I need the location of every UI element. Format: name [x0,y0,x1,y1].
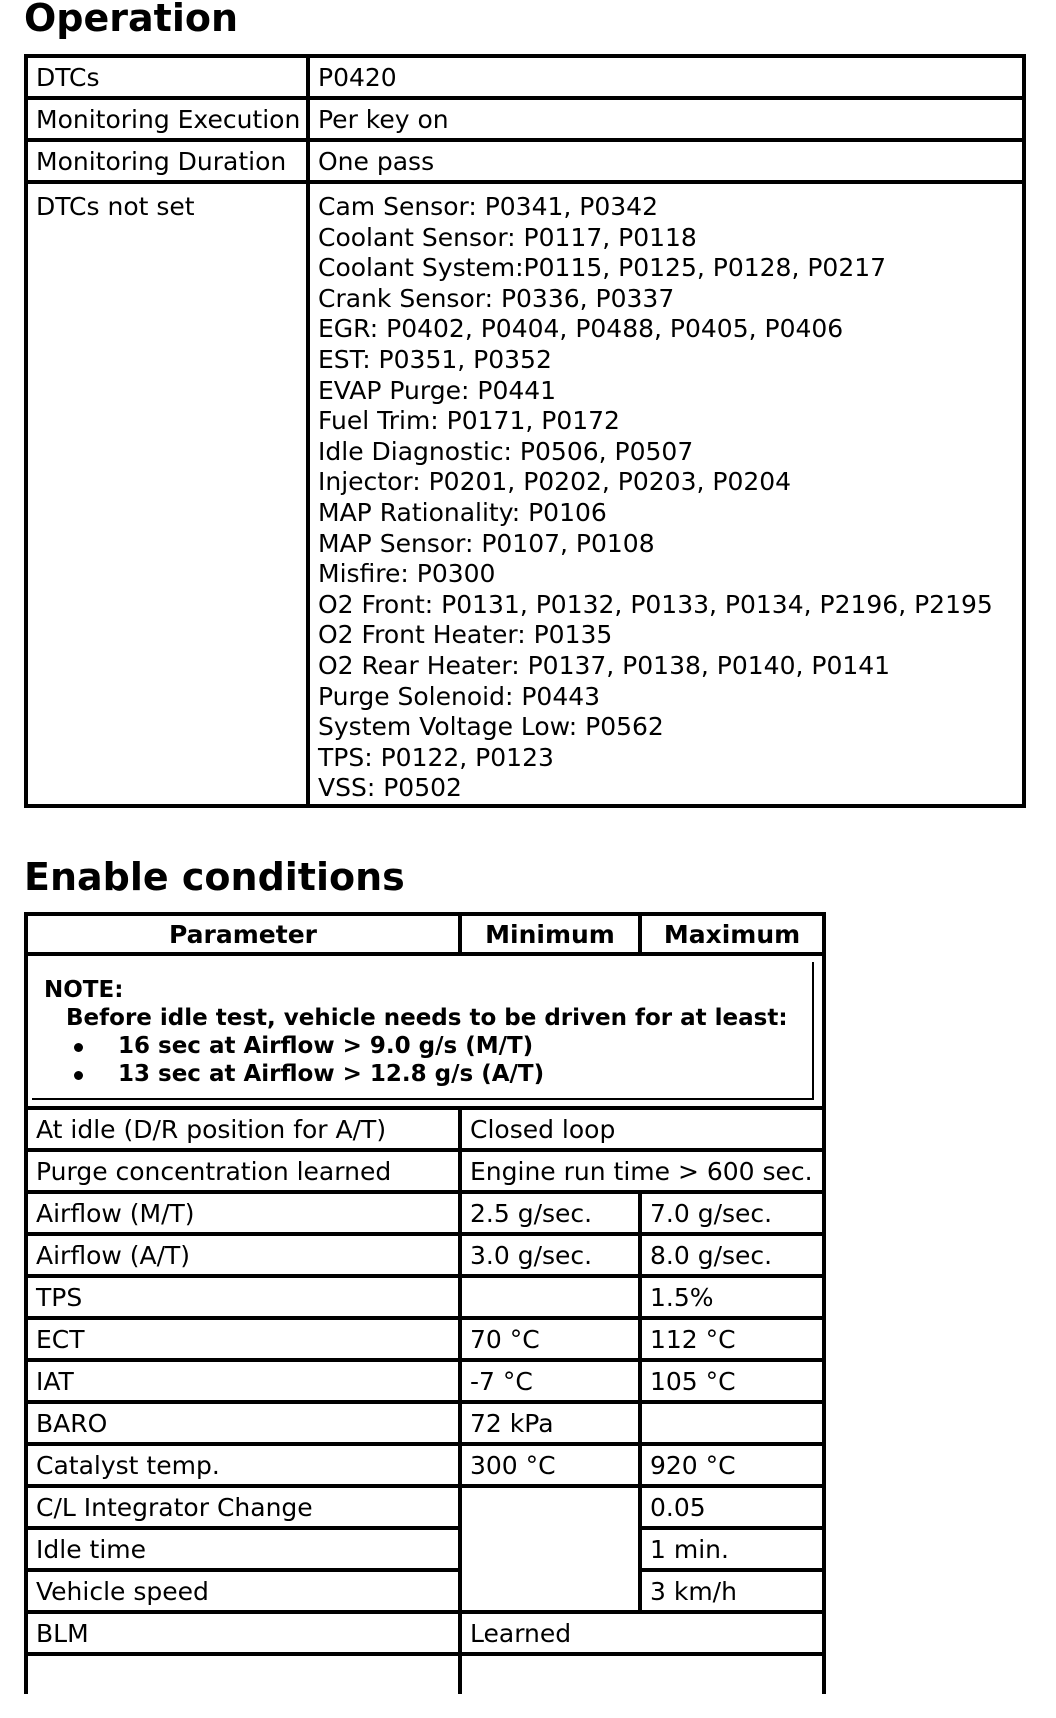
table-row [28,142,1022,184]
note-row [28,956,822,1110]
dtc-item: Purge Solenoid: P0443 [318,681,601,711]
bullet-icon [74,1071,83,1080]
operation-heading: Operation [24,0,239,40]
param-cell: IAT [28,1362,462,1404]
max-cell: 3 km/h [642,1572,822,1614]
table-row [28,100,1022,142]
dtcs-not-set-label: DTCs not set [28,184,310,804]
param-cell: At idle (D/R position for A/T) [28,1110,462,1152]
bullet-icon [74,1043,83,1052]
note-bullet-text: 13 sec at Airflow > 12.8 g/s (A/T) [118,1061,545,1087]
param-cell: Idle time [28,1530,462,1572]
table-row [28,184,1022,804]
max-cell: 0.05 [642,1488,822,1530]
monitoring-execution-label: Monitoring Execution [28,100,310,142]
enable-conditions-heading: Enable conditions [24,855,405,899]
min-cell: 70 °C [462,1320,642,1362]
min-cell: 72 kPa [462,1404,642,1446]
min-cell: 3.0 g/sec. [462,1236,642,1278]
max-cell: 920 °C [642,1446,822,1488]
dtc-item: MAP Rationality: P0106 [318,497,607,527]
note-intro: Before idle test, vehicle needs to be driven for at least: [66,1005,788,1031]
table-row [28,1530,822,1572]
parameter-header: Parameter [28,916,462,956]
note-bullet [44,1032,804,1060]
minimum-header: Minimum [462,916,642,956]
note-title: NOTE: [44,977,124,1003]
operation-table [24,54,1026,808]
dtc-item: O2 Front Heater: P0135 [318,620,613,650]
max-cell: 1.5% [642,1278,822,1320]
dtc-item: VSS: P0502 [318,773,462,803]
max-cell: 1 min. [642,1530,822,1572]
note-bullet-text: 16 sec at Airflow > 9.0 g/s (M/T) [118,1033,534,1059]
param-cell: C/L Integrator Change [28,1488,462,1530]
max-cell [642,1404,822,1446]
min-cell: 300 °C [462,1446,642,1488]
max-cell: 8.0 g/sec. [642,1236,822,1278]
table-row [28,1614,822,1656]
param-cell: Purge concentration learned [28,1152,462,1194]
value-cell: Learned [462,1614,822,1656]
dtc-item: Misfire: P0300 [318,559,496,589]
table-header-row [28,916,822,956]
dtc-item: Coolant Sensor: P0117, P0118 [318,222,697,252]
param-cell: ECT [28,1320,462,1362]
param-cell: Catalyst temp. [28,1446,462,1488]
dtc-item: EVAP Purge: P0441 [318,375,557,405]
dtcs-value: P0420 [310,58,1022,100]
param-cell [28,1656,462,1694]
table-row [28,1194,822,1236]
maximum-header: Maximum [642,916,822,956]
dtc-item: TPS: P0122, P0123 [318,742,554,772]
dtc-item: Idle Diagnostic: P0506, P0507 [318,436,694,466]
param-cell: Airflow (A/T) [28,1236,462,1278]
note-cell [28,956,822,1110]
dtc-item: Injector: P0201, P0202, P0203, P0204 [318,467,792,497]
monitoring-execution-value: Per key on [310,100,1022,142]
dtc-item: O2 Rear Heater: P0137, P0138, P0140, P0141 [318,650,891,680]
param-cell: TPS [28,1278,462,1320]
table-row [28,1320,822,1362]
dtc-item: Cam Sensor: P0341, P0342 [318,192,658,221]
value-cell: Engine run time > 600 sec. [462,1152,822,1194]
table-row [28,1446,822,1488]
min-cell-merged [462,1488,642,1614]
param-cell: BARO [28,1404,462,1446]
min-cell: 2.5 g/sec. [462,1194,642,1236]
monitoring-duration-value: One pass [310,142,1022,184]
max-cell: 7.0 g/sec. [642,1194,822,1236]
table-row [28,1152,822,1194]
dtcs-label: DTCs [28,58,310,100]
table-row [28,1278,822,1320]
dtc-item: System Voltage Low: P0562 [318,712,664,742]
min-cell [462,1278,642,1320]
table-row [28,1404,822,1446]
dtc-item: MAP Sensor: P0107, P0108 [318,528,655,558]
table-row [28,1110,822,1152]
max-cell: 105 °C [642,1362,822,1404]
table-row [28,1362,822,1404]
value-cell: Closed loop [462,1110,822,1152]
value-cell [462,1656,822,1694]
dtc-item: O2 Front: P0131, P0132, P0133, P0134, P2196, P2195 [318,589,993,619]
note-bullet [44,1060,804,1088]
enable-conditions-table [24,912,826,1694]
dtc-item: Fuel Trim: P0171, P0172 [318,406,620,436]
table-row [28,1572,822,1614]
table-row [28,1656,822,1694]
table-row [28,1488,822,1530]
dtcs-not-set-list [310,184,1022,804]
param-cell: Vehicle speed [28,1572,462,1614]
dtc-item: Coolant System:P0115, P0125, P0128, P0217 [318,253,887,283]
note-box [32,962,814,1100]
param-cell: Airflow (M/T) [28,1194,462,1236]
param-cell: BLM [28,1614,462,1656]
dtc-item: EST: P0351, P0352 [318,344,552,374]
dtc-item: EGR: P0402, P0404, P0488, P0405, P0406 [318,314,844,344]
min-cell: -7 °C [462,1362,642,1404]
monitoring-duration-label: Monitoring Duration [28,142,310,184]
table-row [28,1236,822,1278]
max-cell: 112 °C [642,1320,822,1362]
dtc-item: Crank Sensor: P0336, P0337 [318,283,675,313]
table-row [28,58,1022,100]
